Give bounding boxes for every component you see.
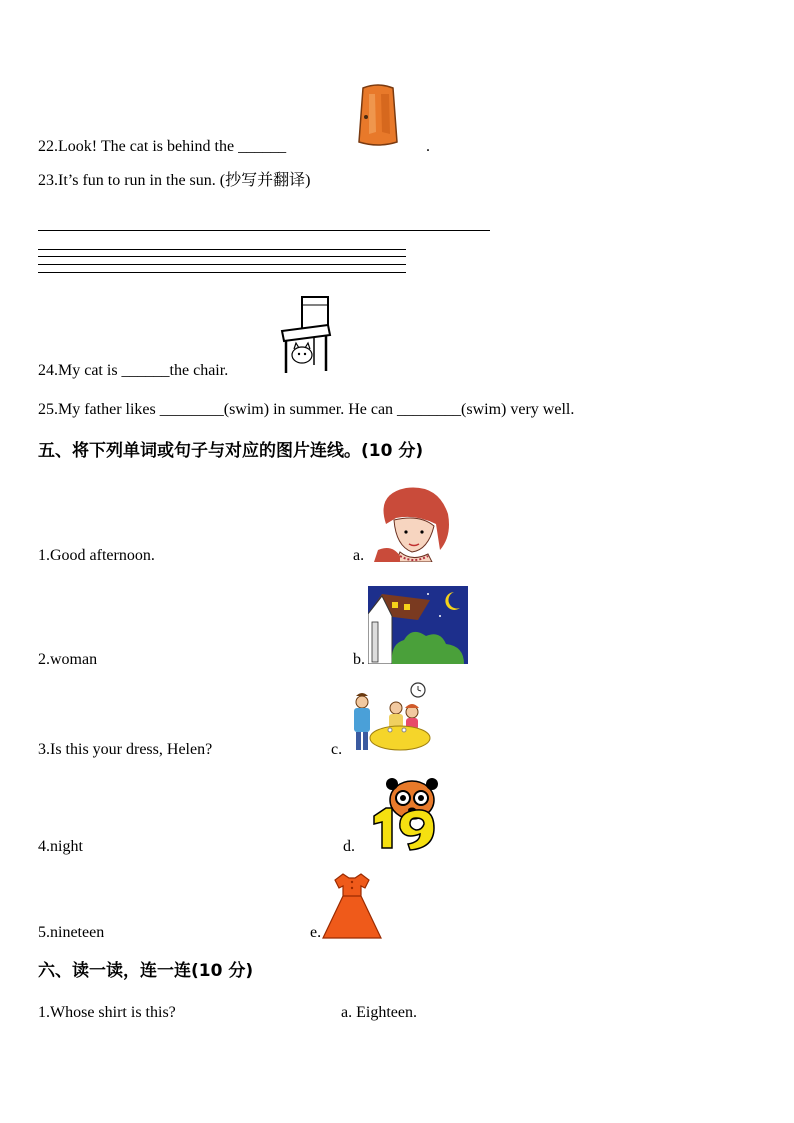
writing-line	[38, 264, 406, 265]
question-23: 23.It’s fun to run in the sun. (抄写并翻译)	[38, 172, 311, 189]
red-dress-picture	[321, 872, 383, 940]
match-item-1: 1.Good afternoon.	[38, 547, 155, 564]
match-item-4: 4.night	[38, 838, 83, 855]
section-5-title: 五、将下列单词或句子与对应的图片连线。(10 分)	[38, 441, 424, 461]
question-24: 24.My cat is ______the chair.	[38, 362, 229, 379]
night-house-moon-picture	[368, 586, 468, 664]
match-item-5: 5.nineteen	[38, 924, 105, 941]
writing-line	[38, 256, 406, 257]
writing-line	[38, 272, 406, 273]
section-6-answer-a: a. Eighteen.	[341, 1004, 417, 1021]
match-item-3: 3.Is this your dress, Helen?	[38, 741, 213, 758]
match-item-2: 2.woman	[38, 651, 98, 668]
section-6-title: 六、读一读，连一连(10 分)	[38, 961, 254, 981]
question-25: 25.My father likes ________(swim) in summer. He can ________(swim) very well.	[38, 401, 575, 418]
number-nineteen-picture	[368, 776, 452, 852]
woman-face-picture	[366, 484, 454, 562]
afternoon-people-picture	[348, 682, 432, 756]
question-22: 22.Look! The cat is behind the ______	[38, 138, 287, 155]
match-letter-b: b.	[353, 651, 365, 668]
section-6-question-1: 1.Whose shirt is this?	[38, 1004, 176, 1021]
door-picture	[357, 84, 399, 146]
writing-line	[38, 249, 406, 250]
answer-line	[38, 230, 490, 231]
match-letter-e: e.	[310, 924, 322, 941]
match-letter-a: a.	[353, 547, 365, 564]
cat-under-chair-picture	[278, 295, 334, 375]
question-22-end: .	[426, 138, 430, 155]
match-letter-d: d.	[343, 838, 355, 855]
match-letter-c: c.	[331, 741, 343, 758]
